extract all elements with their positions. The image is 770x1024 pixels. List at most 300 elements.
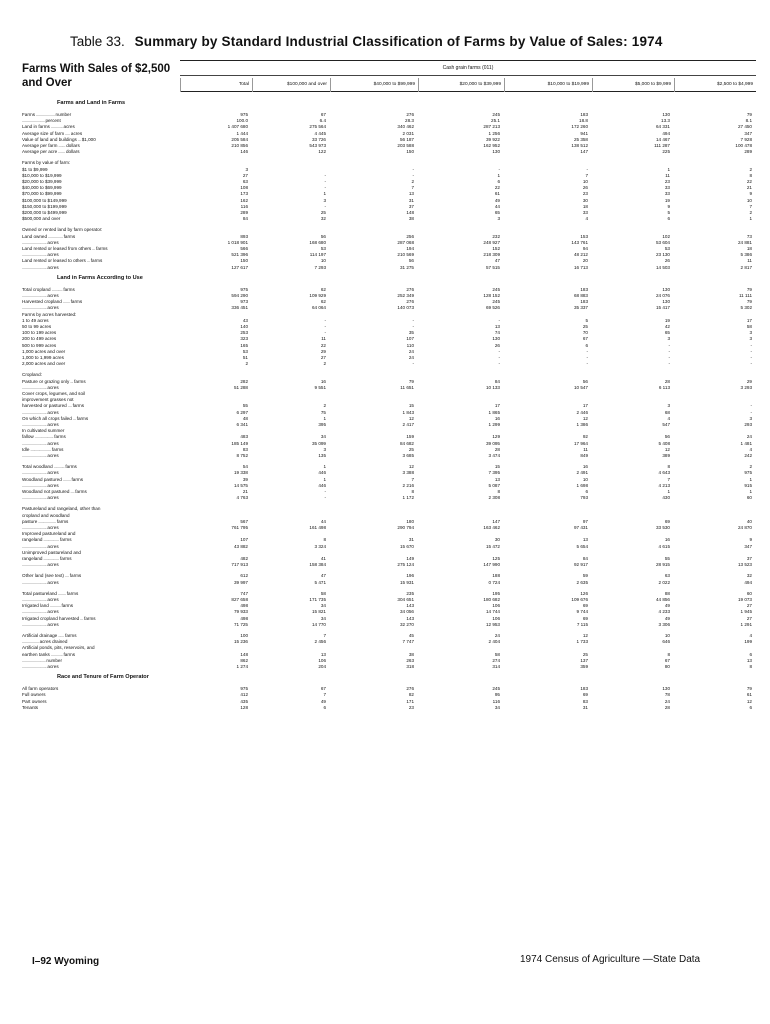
table-cell: 252 349 [397, 293, 414, 298]
row-unit: acres [47, 264, 59, 270]
row-label [22, 441, 184, 447]
row-label [22, 464, 184, 470]
table-cell: 185 149 [231, 440, 248, 446]
table-cell: 83 [242, 446, 248, 452]
table-cell: 8 [667, 651, 670, 657]
column-header-cell: $5,000 to $9,999 [592, 78, 674, 92]
table-cell: 14 770 [311, 621, 326, 627]
row-unit: farms [63, 286, 75, 292]
table-cell: 152 [492, 246, 500, 251]
table-cell: 8 [749, 664, 752, 669]
row-label-text: $40,000 to $69,999 [22, 185, 62, 191]
table-cell: 100 [240, 633, 248, 638]
table-cell: 56 [320, 233, 326, 239]
table-cell: 10 [320, 258, 326, 264]
table-cell: 263 [406, 657, 414, 663]
table-cell: 7 [411, 476, 414, 482]
table-cell: 35 099 [311, 440, 326, 446]
row-unit: acres [47, 305, 59, 311]
row-unit: acres [47, 525, 59, 530]
table-cell: 566 [240, 246, 248, 251]
table-cell: 58 [494, 651, 500, 657]
table-cell: 172 260 [571, 124, 588, 130]
table-cell: 9 [749, 191, 752, 197]
table-cell: 293 [744, 422, 752, 427]
table-cell: 289 [240, 210, 248, 215]
row-unit: acres [47, 562, 59, 568]
table-cell: 7 [411, 185, 414, 191]
page-title [70, 34, 750, 49]
row-label-text: rangeland [22, 556, 43, 561]
table-cell: 47 [320, 573, 326, 579]
table-cell: 2 [749, 166, 752, 172]
table-cell: 69 526 [485, 305, 500, 311]
table-cell: 2 817 [740, 264, 752, 270]
table-cell: 973 [240, 299, 248, 305]
column-header [180, 60, 756, 92]
table-cell: 245 [492, 299, 500, 305]
row-unit: farms [71, 476, 84, 482]
row-label-text: Farms by acres harvested: [22, 311, 77, 317]
table-cell: 73 [746, 233, 752, 239]
table-cell: 27 [746, 615, 752, 621]
table-cell: 8 [749, 172, 752, 178]
table-cell: 130 [662, 686, 670, 692]
table-cell: 336 451 [231, 305, 248, 311]
column-header-cell: $20,000 to $39,999 [418, 78, 504, 92]
table-cell: 17 964 [573, 440, 588, 446]
leader-dots: ......................... [22, 440, 48, 446]
table-cell: 22 [746, 179, 752, 184]
table-cell: - [324, 179, 326, 184]
leader-dots: ........... [50, 286, 64, 292]
row-label-text: Artificial drainage [22, 633, 58, 638]
table-cell: - [668, 361, 670, 367]
table-cell: 4 [749, 633, 752, 638]
table-cell: 106 [318, 657, 326, 663]
row-unit: farms [51, 446, 64, 452]
table-cell: 6 [749, 704, 752, 710]
table-cell: 140 073 [397, 305, 414, 311]
leader-dots: ......................... [22, 525, 48, 530]
table-cell: 126 [580, 590, 588, 596]
table-cell: 1 172 [402, 495, 414, 501]
table-cell: 3 [323, 197, 326, 203]
row-label [22, 124, 184, 130]
table-cell: 25 358 [573, 136, 588, 142]
row-unit: acres [47, 470, 59, 476]
table-cell: 143 [406, 603, 414, 609]
table-cell: 2 [323, 361, 326, 367]
table-cell: 24 870 [737, 525, 752, 530]
row-label-text: Woodland pastured [22, 476, 62, 482]
row-label [22, 580, 184, 586]
row-label [22, 185, 184, 191]
table-cell: 147 [492, 518, 500, 524]
row-label [22, 204, 184, 210]
table-cell: 25 [320, 210, 326, 215]
table-cell: 20 [582, 258, 588, 264]
row-label-text: Idle [22, 446, 30, 452]
table-cell: 161 498 [309, 525, 326, 530]
table-cell: 180 682 [483, 597, 500, 602]
section-title: Land in Farms According to Use [57, 274, 143, 281]
row-label-text: $150,000 to $199,999 [22, 203, 67, 209]
table-cell: 79 [408, 378, 414, 384]
table-cell: 1 [667, 166, 670, 172]
leader-dots: ............ [49, 651, 64, 657]
table-cell: 3 [749, 330, 752, 336]
row-label-text: Woodland not pastured [22, 489, 70, 494]
table-cell: 56 [582, 378, 588, 384]
table-cell: 12 953 [485, 621, 500, 627]
table-cell: - [586, 166, 588, 172]
table-cell: 71 725 [233, 621, 248, 627]
table-cell: 127 617 [231, 264, 248, 270]
table-cell: 347 [744, 130, 752, 136]
table-cell: 26 [494, 342, 500, 348]
table-cell: 55 [242, 403, 248, 409]
table-cell: 148 [406, 210, 414, 215]
row-unit: farms [66, 590, 79, 596]
table-cell: 3 [749, 336, 752, 342]
table-cell: 1 [323, 415, 326, 421]
table-cell: 204 [318, 664, 326, 669]
table-cell: 975 [240, 686, 248, 692]
table-cell: 395 [318, 422, 326, 427]
row-label-text: Other land (see text) [22, 573, 64, 579]
table-cell: 19 [664, 197, 670, 203]
row-label [22, 609, 184, 615]
table-cell: 84 682 [399, 440, 414, 446]
table-cell: 150 [240, 258, 248, 264]
table-cell: 65 [664, 330, 670, 336]
row-label [22, 544, 184, 550]
table-cell: 13 [408, 191, 414, 197]
table-cell: 12 [408, 464, 414, 470]
table-cell: 130 [492, 336, 500, 342]
table-cell: 1 299 [488, 422, 500, 427]
leader-dots: ........... [52, 464, 66, 470]
table-cell: 5 408 [658, 440, 670, 446]
table-cell: 38 [408, 216, 414, 222]
table-cell: 3 [749, 415, 752, 421]
row-label-text: Value of land and buildings [22, 136, 77, 142]
row-unit: farms [65, 633, 77, 638]
table-cell: 6.4 [319, 118, 326, 124]
table-cell: 975 [240, 112, 248, 117]
table-cell: 106 [492, 603, 500, 609]
row-label [22, 705, 184, 711]
table-cell: 125 [492, 556, 500, 561]
row-unit: number [55, 112, 72, 117]
table-cell: 171 735 [309, 597, 326, 602]
row-unit: acres [47, 543, 59, 549]
table-cell: 1 [667, 489, 670, 494]
table-cell: 100 478 [735, 143, 752, 148]
row-label [22, 513, 184, 519]
table-cell: 2 216 [402, 482, 414, 488]
row-label [22, 385, 184, 391]
table-cell: 140 [240, 324, 248, 329]
table-cell: 143 [406, 615, 414, 621]
row-label [22, 495, 184, 501]
table-cell: 11 111 [738, 293, 752, 298]
leader-dots: ......................... [22, 621, 48, 627]
table-cell: 287 213 [483, 124, 500, 130]
row-unit: acres [47, 440, 59, 446]
table-cell: 15 [494, 464, 500, 470]
table-cell: 53 [664, 246, 670, 251]
table-cell: 60 [746, 590, 752, 596]
leader-dots: ..................... [29, 446, 52, 452]
table-cell: 92 [582, 434, 588, 440]
table-cell: 27 [320, 355, 326, 360]
row-unit: acres [47, 621, 59, 627]
table-cell: 138 512 [571, 143, 588, 148]
table-cell: 9 [667, 203, 670, 209]
table-cell: 323 [240, 336, 248, 342]
table-cell: 32 [320, 216, 326, 222]
table-cell: 69 [582, 615, 588, 621]
table-cell: 2 [245, 361, 248, 367]
table-cell: - [412, 361, 414, 367]
leader-dots: ............... [47, 233, 64, 239]
row-unit: farms [75, 489, 87, 494]
table-cell: 15 931 [399, 579, 414, 585]
table-cell: 1 018 901 [227, 239, 248, 245]
table-cell: 56 [408, 258, 414, 264]
row-unit: acres drained [39, 639, 68, 645]
table-cell: 13 523 [737, 562, 752, 568]
table-cell: 248 927 [483, 239, 500, 245]
table-cell: 79 [746, 299, 752, 305]
table-cell: 6 297 [236, 409, 248, 415]
table-cell: 67 [664, 657, 670, 663]
row-label [22, 372, 184, 378]
table-cell: 274 [492, 657, 500, 663]
row-label-text: In cultivated summer [22, 428, 65, 434]
table-cell: 11 [747, 258, 752, 264]
table-cell: 3 388 [402, 470, 414, 476]
table-cell: 245 [492, 286, 500, 292]
row-label-text: Tenants [22, 704, 39, 710]
table-cell: 33 726 [311, 136, 326, 142]
table-cell: 547 [662, 422, 670, 427]
table-cell: 4 [585, 216, 588, 222]
table-cell: 11 [583, 446, 588, 452]
leader-dots: ........ [57, 590, 67, 596]
table-cell: 27 450 [737, 124, 752, 130]
row-label-text: Pastureland and rangeland, other than [22, 506, 101, 512]
row-unit: farms [70, 299, 83, 305]
table-cell: 92 917 [573, 562, 588, 568]
table-cell: 23 [582, 191, 588, 197]
row-label [22, 167, 184, 173]
table-cell: 25 [408, 446, 414, 452]
row-label [22, 324, 184, 330]
table-cell: 2 446 [576, 409, 588, 415]
table-cell: 69 [664, 518, 670, 524]
row-label-text: harvested or pastured [22, 403, 67, 409]
table-cell: 13.3 [661, 118, 670, 124]
table-cell: 253 [240, 330, 248, 336]
row-label [22, 198, 184, 204]
table-cell: 33 [582, 210, 588, 215]
column-header-cell: Total [180, 78, 252, 92]
table-cell: 82 [408, 692, 414, 698]
table-cell: 3 685 [402, 453, 414, 458]
table-cell: 2 [411, 179, 414, 184]
table-cell: 14 503 [655, 264, 670, 270]
leader-dots: ................ [42, 556, 61, 561]
table-cell: 130 [662, 286, 670, 292]
row-unit: farms [60, 556, 72, 561]
row-unit: acres [63, 124, 75, 130]
leader-dots: ......................... [22, 252, 48, 258]
table-cell: 79 [746, 286, 752, 292]
row-unit: farms [60, 537, 72, 543]
leader-dots: ....................... [22, 118, 46, 124]
row-unit: farms [54, 434, 66, 440]
table-cell: 67 [320, 112, 326, 117]
table-cell: 12 [408, 415, 414, 421]
table-cell: 8.1 [745, 118, 752, 124]
table-cell: 7 [323, 633, 326, 638]
row-label [22, 453, 184, 459]
table-cell: 7 [667, 476, 670, 482]
table-cell: 210 856 [231, 143, 248, 148]
table-cell: - [324, 172, 326, 178]
table-cell: 18 [582, 203, 588, 209]
table-cell: 21 [242, 489, 248, 494]
table-cell: 7 [749, 203, 752, 209]
table-cell: 1 481 [740, 440, 752, 446]
table-cell: 26 [582, 185, 588, 191]
row-label-text: Farms by value of farm: [22, 160, 71, 166]
table-cell: 3 474 [488, 453, 500, 458]
table-cell: 23 [408, 704, 414, 710]
table-cell: 27 [746, 603, 752, 609]
row-label [22, 519, 184, 525]
table-cell: - [412, 172, 414, 178]
table-cell: 24 [746, 434, 752, 440]
table-cell: 203 588 [397, 143, 414, 148]
table-cell: 23 [664, 179, 670, 184]
row-label [22, 410, 184, 416]
table-cell: 163 462 [483, 525, 500, 530]
row-label-text: 1,000 acres and over [22, 348, 66, 354]
table-cell: 941 [580, 130, 588, 136]
table-cell: 18.8 [579, 118, 588, 124]
table-cell: 13 [746, 657, 752, 663]
table-cell: 63 [664, 573, 670, 579]
table-cell: 31 [582, 704, 588, 710]
table-cell: 8 [667, 464, 670, 470]
table-cell: 199 [744, 639, 752, 645]
table-cell: 1 945 [740, 609, 752, 615]
row-unit: farms [63, 651, 75, 657]
row-unit: dollars [66, 143, 80, 148]
row-unit: acres [47, 293, 59, 298]
leader-dots: ......................... [22, 453, 48, 458]
table-cell: - [324, 330, 326, 336]
row-label-text: $70,000 to $99,999 [22, 191, 62, 197]
column-header-cell: $40,000 to $99,999 [330, 78, 418, 92]
table-cell: 1 [749, 476, 752, 482]
table-cell: 65 [494, 210, 500, 215]
table-cell: 22 [494, 185, 500, 191]
table-cell: 218 309 [483, 252, 500, 258]
table-heading: Farms With Sales of $2,500 and Over [22, 63, 171, 89]
row-label-text: 1,000 to 1,999 acres [22, 355, 64, 360]
row-label-text: Total cropland [22, 286, 51, 292]
row-unit: farms [69, 573, 82, 579]
column-header-cell: $2,500 to $4,999 [674, 78, 756, 92]
table-cell: 32 270 [399, 621, 414, 627]
table-cell: 69 [582, 692, 588, 698]
row-unit: dollars [65, 149, 80, 155]
table-cell: 4 445 [314, 130, 326, 136]
table-cell: 13 [494, 476, 500, 482]
table-cell: 94 [582, 246, 588, 251]
table-cell: 116 [240, 203, 248, 209]
leader-dots: ......................... [22, 305, 48, 311]
row-label [22, 179, 184, 185]
leader-dots: ......................... [22, 470, 48, 476]
row-label [22, 293, 184, 299]
leader-dots: .................. [37, 518, 57, 524]
row-label [22, 312, 184, 318]
table-cell: 31 [408, 537, 414, 543]
row-label-text: $500,000 and over [22, 216, 61, 222]
table-cell: 44 856 [655, 597, 670, 602]
table-cell: 40 [746, 518, 752, 524]
table-cell: 9 [749, 537, 752, 543]
table-cell: - [750, 342, 752, 348]
row-label [22, 597, 184, 603]
table-cell: 304 651 [397, 597, 414, 602]
row-label-text: Total woodland [22, 464, 53, 470]
row-label-text: fallow [22, 434, 34, 440]
table-cell: 84 [582, 556, 588, 561]
table-cell: 761 795 [231, 525, 248, 530]
table-cell: 205 584 [231, 136, 248, 142]
table-number: Table 33. [70, 34, 125, 49]
table-cell: 747 [240, 590, 248, 596]
table-cell: 14 744 [485, 609, 500, 615]
table-cell: 30 [494, 537, 500, 543]
table-cell: 4 233 [658, 609, 670, 615]
table-cell: 84 [494, 378, 500, 384]
row-label [22, 537, 184, 543]
row-unit: acres [47, 664, 59, 669]
table-cell: 567 [240, 518, 248, 524]
table-cell: 12 [746, 698, 752, 704]
row-label-text: Cover crops, legumes, and soil [22, 391, 86, 396]
table-cell: 483 [240, 434, 248, 440]
row-unit: farms [74, 378, 86, 384]
table-cell: 58 [320, 590, 326, 596]
table-cell: 435 [240, 698, 248, 704]
table-cell: 6 [667, 216, 670, 222]
table-cell: 42 [664, 324, 670, 329]
table-cell: 88 [664, 590, 670, 596]
table-cell: 34 [320, 434, 326, 440]
leader-dots: ......................... [22, 384, 48, 390]
table-cell: 79 [746, 686, 752, 692]
table-cell: 15 821 [311, 609, 326, 615]
